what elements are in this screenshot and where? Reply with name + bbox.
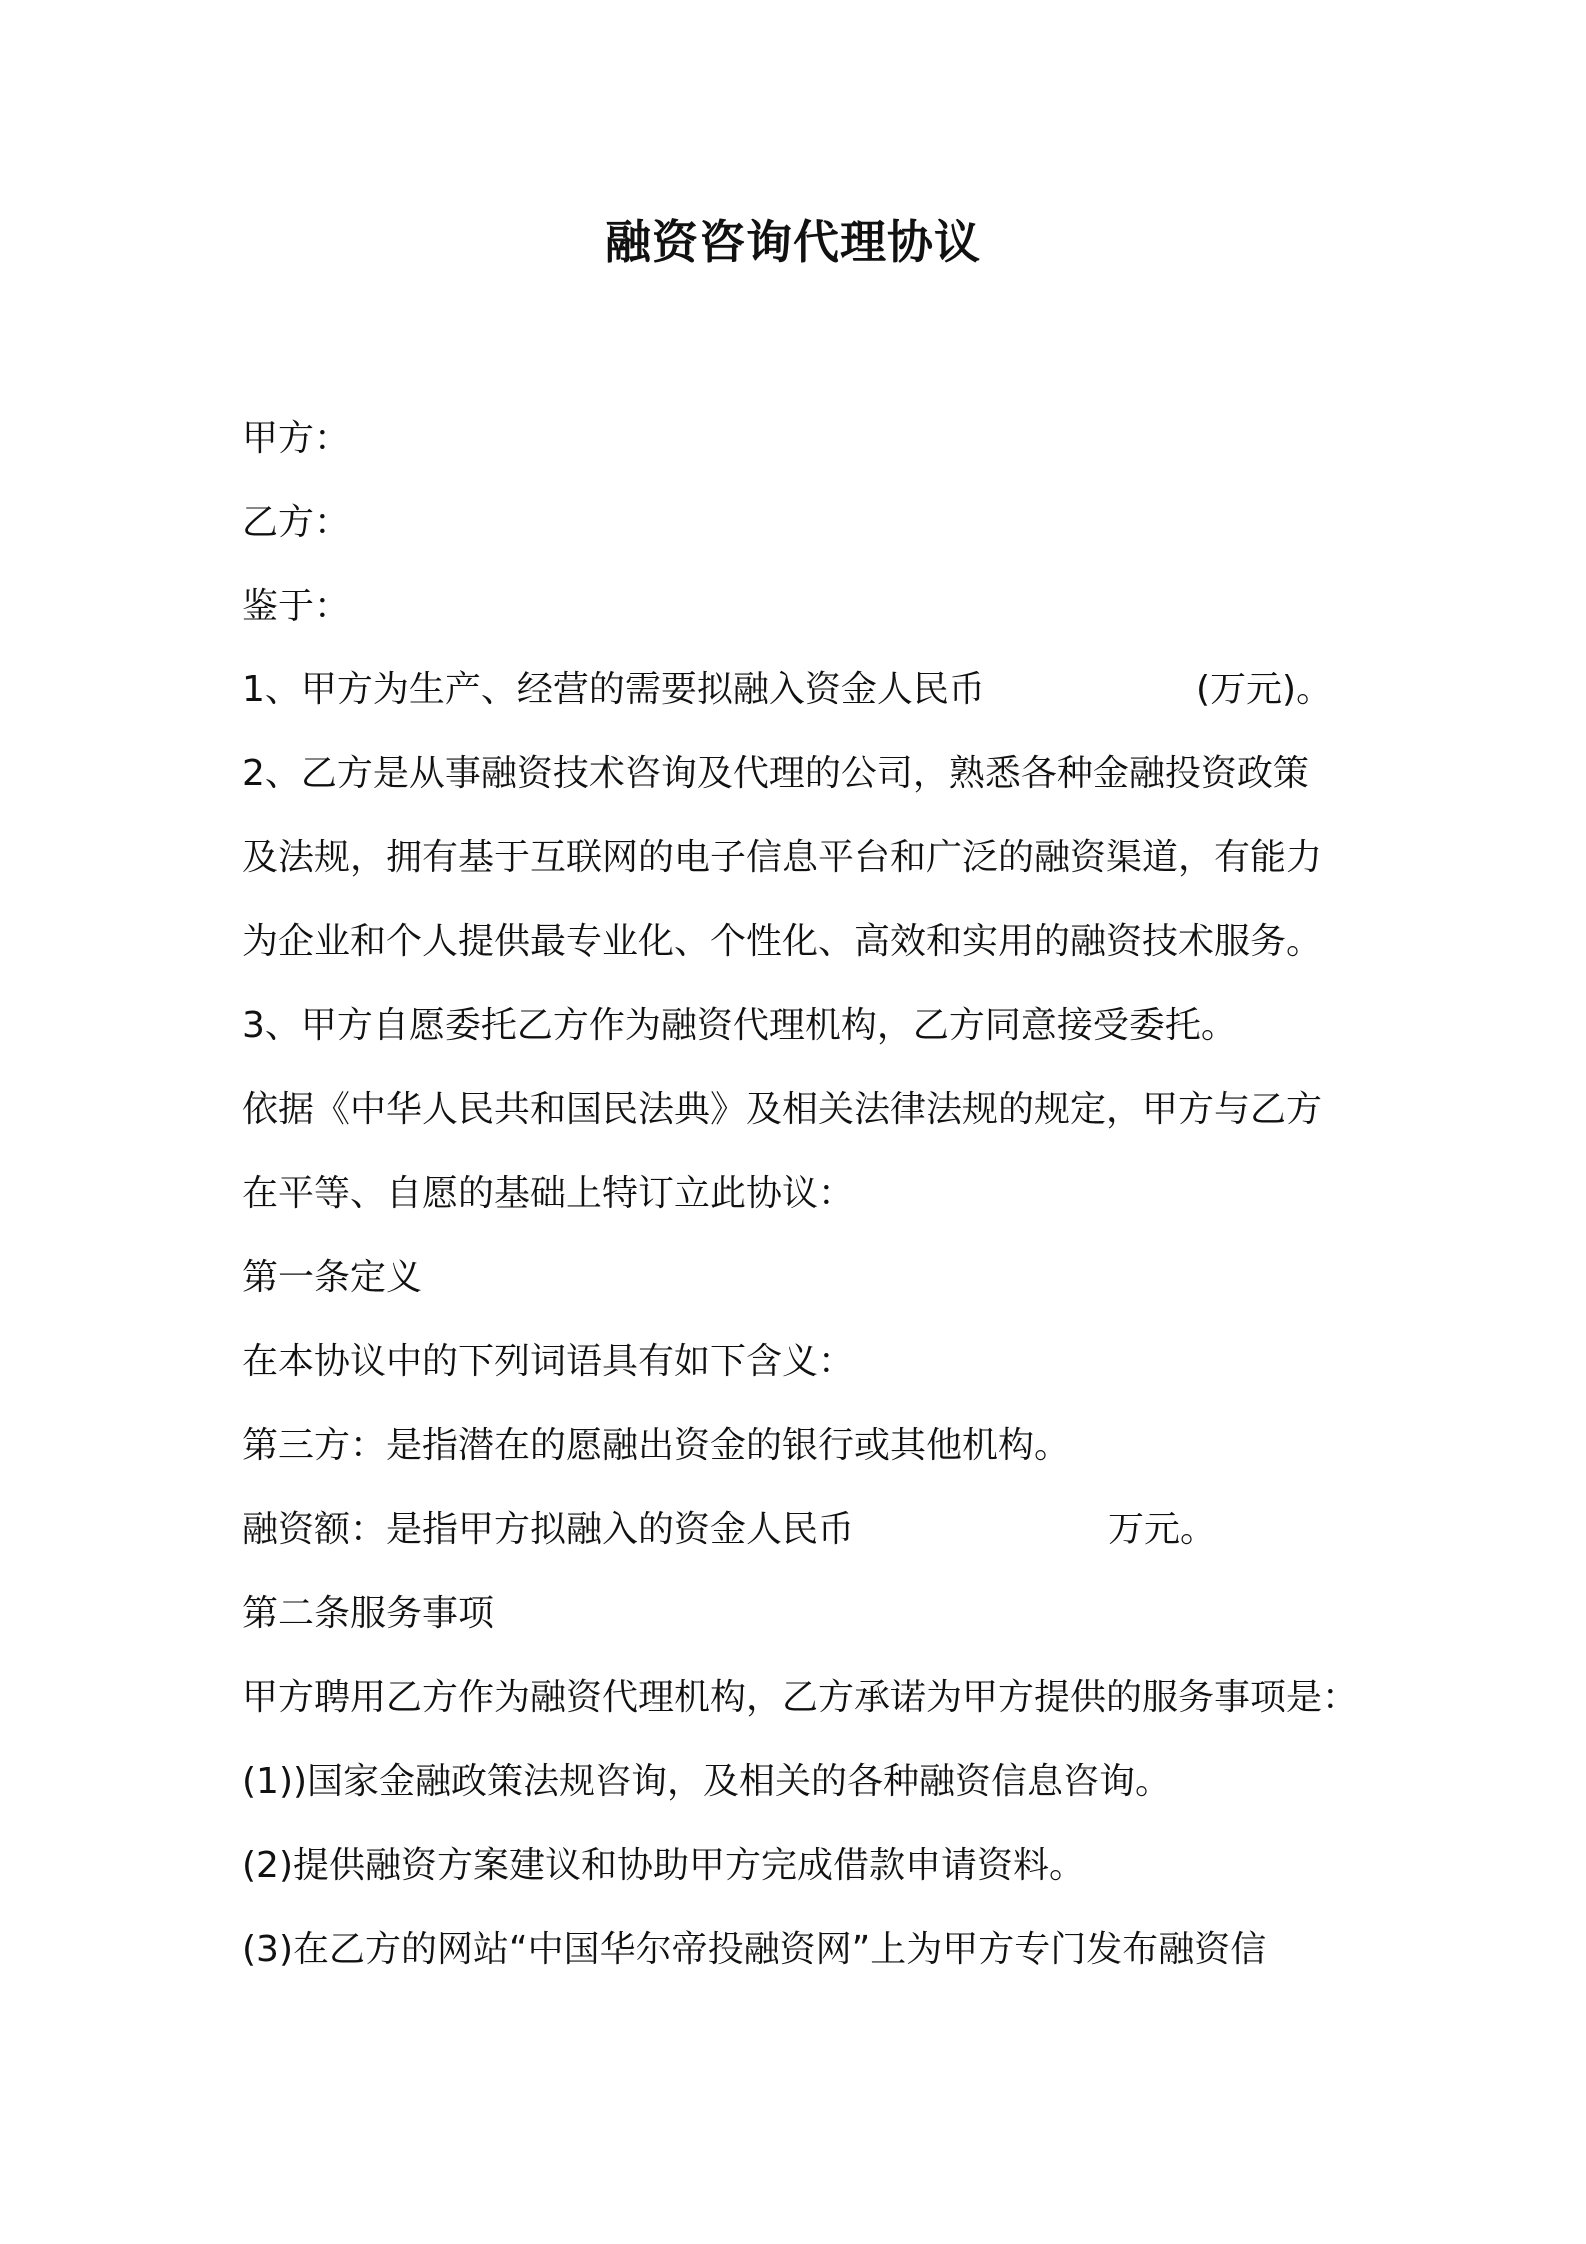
clause-2-line-1: 2、乙方是从事融资技术咨询及代理的公司，熟悉各种金融投资政策 <box>242 753 1309 794</box>
article-1-heading: 第一条定义 <box>242 1257 423 1298</box>
basis-line-2: 在平等、自愿的基础上特订立此协议： <box>242 1173 855 1214</box>
service-item-3: (3)在乙方的网站“中国华尔帝投融资网”上为甲方专门发布融资信 <box>242 1929 1267 1970</box>
party-b-line: 乙方： <box>242 502 351 543</box>
clause-1-end: (万元)。 <box>1196 669 1333 710</box>
definition-amount-end: 万元。 <box>1108 1509 1217 1550</box>
clause-1-start: 1、甲方为生产、经营的需要拟融入资金人民币 <box>242 669 985 710</box>
article-2-intro: 甲方聘用乙方作为融资代理机构，乙方承诺为甲方提供的服务事项是： <box>242 1677 1359 1718</box>
definition-third-party: 第三方：是指潜在的愿融出资金的银行或其他机构。 <box>242 1425 1071 1466</box>
definition-amount-start: 融资额：是指甲方拟融入的资金人民币 <box>242 1509 855 1550</box>
clause-3: 3、甲方自愿委托乙方作为融资代理机构，乙方同意接受委托。 <box>242 1005 1237 1046</box>
clause-2-line-3: 为企业和个人提供最专业化、个性化、高效和实用的融资技术服务。 <box>242 921 1323 962</box>
service-item-1: (1))国家金融政策法规咨询，及相关的各种融资信息咨询。 <box>242 1761 1172 1802</box>
document-title: 融资咨询代理协议 <box>605 215 981 269</box>
service-item-2: (2)提供融资方案建议和协助甲方完成借款申请资料。 <box>242 1845 1085 1886</box>
party-a-line: 甲方： <box>242 418 351 459</box>
basis-line-1: 依据《中华人民共和国民法典》及相关法律法规的规定，甲方与乙方 <box>242 1089 1323 1130</box>
clause-2-line-2: 及法规，拥有基于互联网的电子信息平台和广泛的融资渠道，有能力 <box>242 837 1323 878</box>
whereas-line: 鉴于： <box>242 586 351 627</box>
article-2-heading: 第二条服务事项 <box>242 1593 495 1634</box>
article-1-intro: 在本协议中的下列词语具有如下含义： <box>242 1341 855 1382</box>
